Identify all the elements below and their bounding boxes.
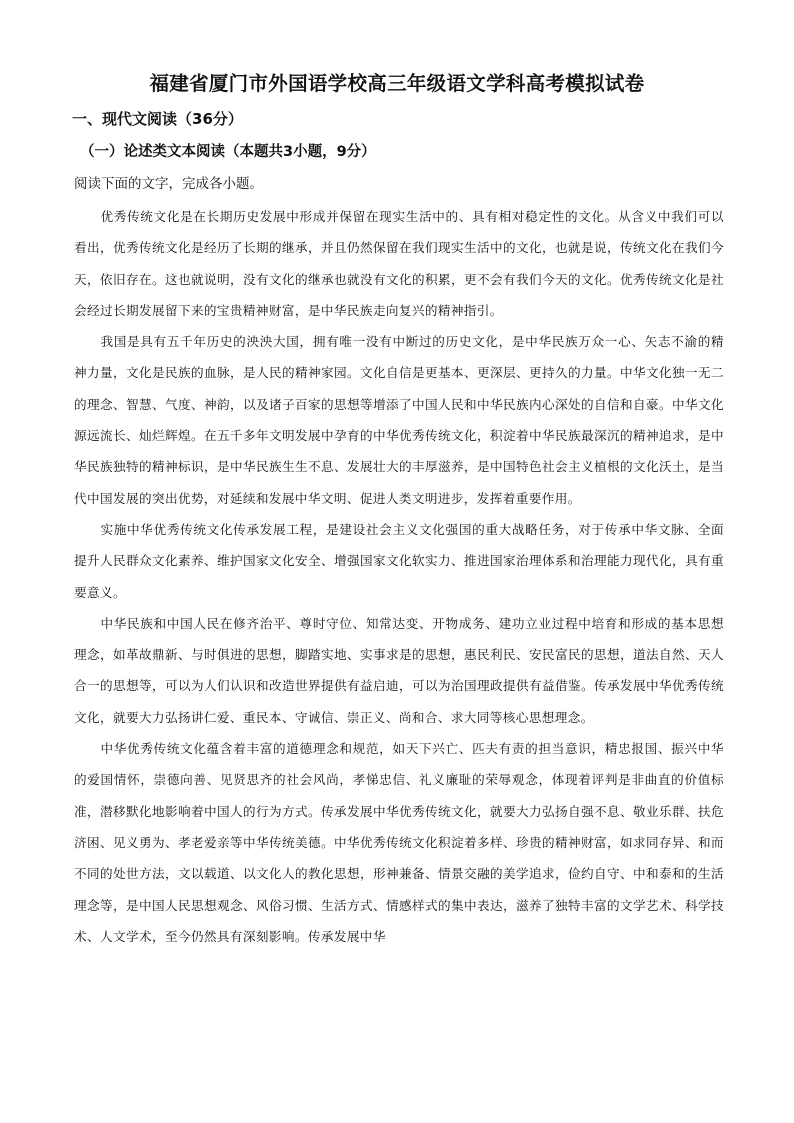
passage-paragraph: 中华优秀传统文化蕴含着丰富的道德理念和规范，如天下兴亡、匹夫有责的担当意识，精忠报国、振兴中华的爱国情怀，崇德向善、见贤思齐的社会风尚，孝悌忠信、礼义廉耻的荣辱观念，体现着评判是非曲直的价值标准，潜移默化地影响着中国人的行为方式。传承发展中华优秀传统文化，就要大力弘扬自强不息、敬业乐群、扶危济困、见义勇为、孝老爱亲等中华传统美德。中华优秀传统文化积淀着多样、珍贵的精神财富，如求同存异、和而不同的处世方法，文以载道、以文化人的教化思想，形神兼备、情景交融的美学追求，俭约自守、中和泰和的生活理念等，是中国人民思想观念、风俗习惯、生活方式、情感样式的集中表达，滋养了独特丰富的文学艺术、科学技术、人文学术，至今仍然具有深刻影响。传承发展中华	[74, 741, 724, 944]
passage-paragraph: 实施中华优秀传统文化传承发展工程，是建设社会主义文化强国的重大战略任务，对于传承中华文脉、全面提升人民群众文化素养、维护国家文化安全、增强国家文化软实力、推进国家治理体系和治理能力现代化，具有重要意义。	[74, 521, 724, 600]
reading-passage	[74, 201, 724, 952]
reading-instruction: 阅读下面的文字，完成各小题。	[74, 176, 263, 192]
passage-paragraph: 我国是具有五千年历史的泱泱大国，拥有唯一没有中断过的历史文化，是中华民族万众一心、矢志不渝的精神力量，文化是民族的血脉，是人民的精神家园。文化自信是更基本、更深层、更持久的力量。中华文化独一无二的理念、智慧、气度、神韵，以及诸子百家的思想等增添了中国人民和中华民族内心深处的自信和自豪。中华文化源远流长、灿烂辉煌。在五千多年文明发展中孕育的中华优秀传统文化，积淀着中华民族最深沉的精神追求，是中华民族独特的精神标识，是中华民族生生不息、发展壮大的丰厚滋养，是中国特色社会主义植根的文化沃土，是当代中国发展的突出优势，对延续和发展中华文明、促进人类文明进步，发挥着重要作用。	[74, 334, 724, 506]
section-heading: 一、现代文阅读（36分）	[72, 110, 243, 128]
passage-paragraph: 中华民族和中国人民在修齐治平、尊时守位、知常达变、开物成务、建功立业过程中培育和形成的基本思想理念，如革故鼎新、与时俱进的思想，脚踏实地、实事求是的思想，惠民利民、安民富民的思想，道法自然、天人合一的思想等，可以为人们认识和改造世界提供有益启迪，可以为治国理政提供有益借鉴。传承发展中华优秀传统文化，就要大力弘扬讲仁爱、重民本、守诚信、崇正义、尚和合、求大同等核心思想理念。	[74, 615, 724, 725]
passage-paragraph: 优秀传统文化是在长期历史发展中形成并保留在现实生活中的、具有相对稳定性的文化。从含义中我们可以看出，优秀传统文化是经历了长期的继承，并且仍然保留在我们现实生活中的文化，也就是说，传统文化在我们今天，依旧存在。这也就说明，没有文化的继承也就没有文化的积累，更不会有我们今天的文化。优秀传统文化是社会经过长期发展留下来的宝贵精神财富，是中华民族走向复兴的精神指引。	[74, 209, 724, 318]
exam-title: 福建省厦门市外国语学校高三年级语文学科高考模拟试卷	[149, 72, 645, 95]
subsection-heading: （一）论述类文本阅读（本题共3小题，9分）	[80, 144, 376, 160]
